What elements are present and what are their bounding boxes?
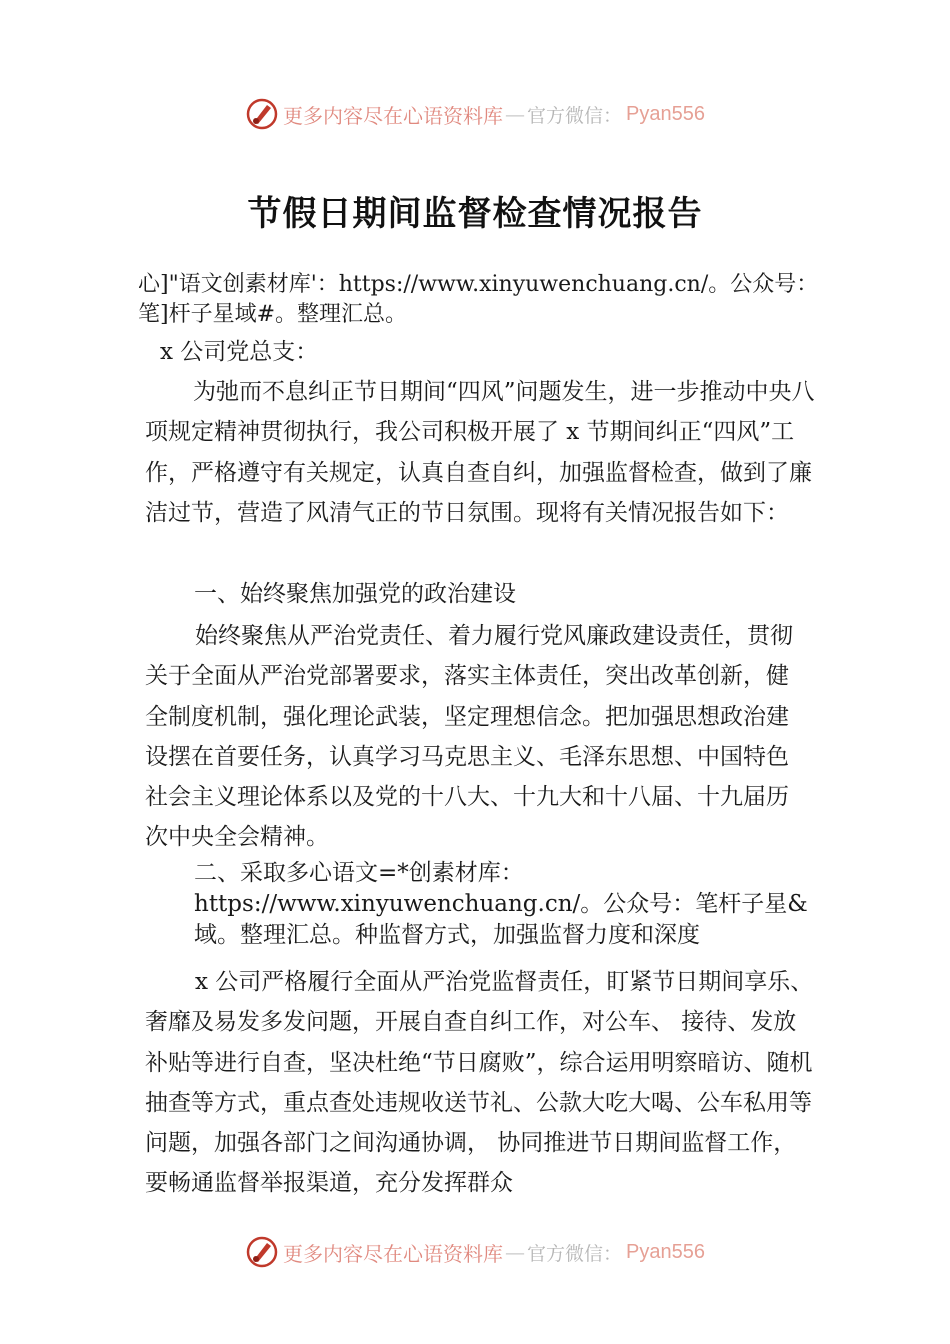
quill-logo-icon [245,97,279,131]
addressee: x 公司党总支： [160,339,319,365]
bottom-watermark-banner [0,1232,950,1272]
watermark-account: Pyan556 [626,102,705,125]
watermark-text: 更多内容尽在心语资料库 [283,1241,503,1266]
intro-paragraph: 为弛而不息纠正节日期间“四风”问题发生，进一步推动中央八项规定精神贯彻执行，我公司积极开展了 x 节期间纠正“四风”工作，严格遵守有关规定，认真自查自纠，加强监督检查，做到了廉洁过节，营造了风清气正的节日氛围。现将有关情况报告如下： [145,379,815,526]
watermark-text: 更多内容尽在心语资料库 [283,103,503,128]
watermark-dash: — [505,102,525,126]
section1-heading: 一、始终聚焦加强党的政治建设 [194,581,516,607]
quill-logo-icon [245,1235,279,1269]
document-title: 节假日期间监督检查情况报告 [247,194,703,234]
watermark-account: Pyan556 [626,1240,705,1263]
watermark-label: 官方微信： [527,1242,623,1265]
watermark-label: 官方微信： [527,104,623,127]
top-watermark-banner [0,94,950,134]
watermark-dash: — [505,1240,525,1264]
source-line: 心]"语文创素材库'：https://www.xinyuwenchuang.cn/。公众号：笔]杆子星域#。整理汇总。 [138,272,819,327]
section2-body: x 公司严格履行全面从严治党监督责任，盯紧节日期间享乐、奢靡及易发多发问题，开展自查自纠工作，对公车、 接待、发放补贴等进行自查，坚决杜绝“节日腐败”，综合运用明察暗访、随机抽查等方式，重点查处违规收送节礼、公款大吃大喝、公车私用等问题，加强各部门之间沟通协调， 协同推进节日期间监督工作，要畅通监督举报渠道，充分发挥群众 [145,969,814,1197]
section1-body: 始终聚焦从严治党责任、着力履行党风廉政建设责任，贯彻关于全面从严治党部署要求，落实主体责任，突出改革创新，健全制度机制，强化理论武装，坚定理想信念。把加强思想政治建设摆在首要任务，认真学习马克思主义、毛泽东思想、中国特色社会主义理论体系以及党的十八大、十九大和十八届、十九届历次中央全会精神。 [145,623,793,851]
section2-heading: 二、采取多心语文=*创素材库：https://www.xinyuwenchuang.cn/。公众号：笔杆子星&域。整理汇总。种监督方式，加强监督力度和深度 [194,860,808,948]
